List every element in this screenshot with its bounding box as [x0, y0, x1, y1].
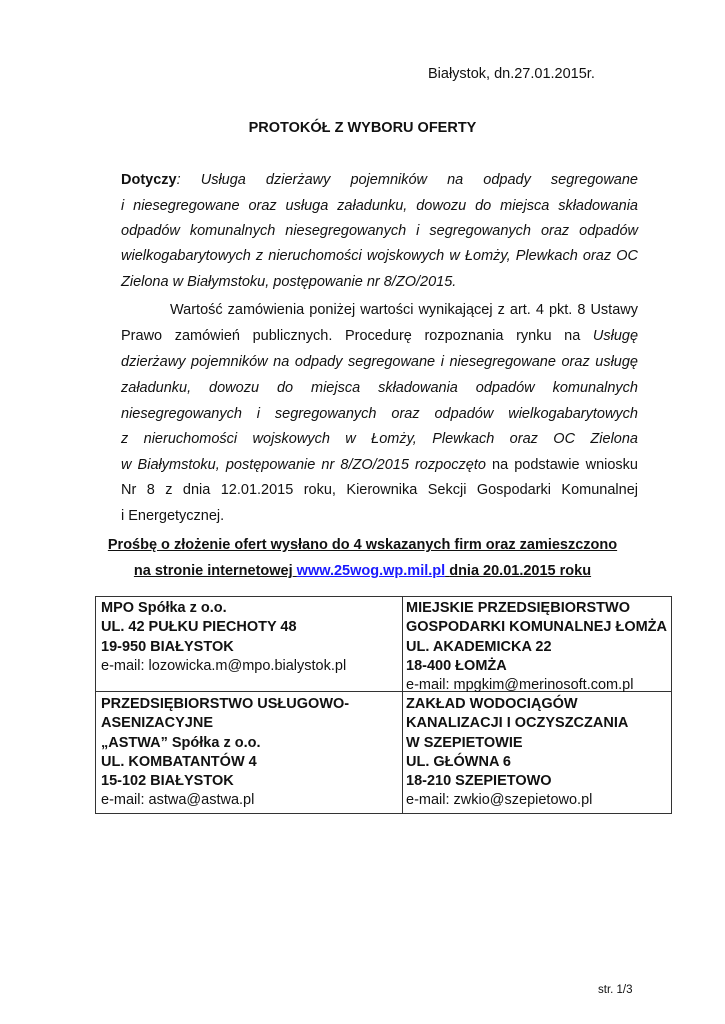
dotyczy-line-2: i niesegregowane oraz usługa załadunku, dowozu do miejsca składowania — [121, 198, 638, 214]
notice-line-1: Prośbę o złożenie ofert wysłano do 4 wskazanych firm oraz zamieszczono — [107, 537, 618, 553]
firms-table — [95, 596, 672, 814]
firm-cell-mpgk: MIEJSKIE PRZEDSIĘBIORSTWO GOSPODARKI KOMUNALNEJ ŁOMŻA UL. AKADEMICKA 22 18-400 ŁOMŻA e-mail: mpgkim@merinosoft.com.pl — [406, 599, 667, 695]
notice-line-2: na stronie internetowej www.25wog.wp.mil.pl dnia 20.01.2015 roku — [133, 563, 592, 579]
firm-cell-astwa: PRZEDSIĘBIORSTWO USŁUGOWO- ASENIZACYJNE „ASTWA” Spółka z o.o. UL. KOMBATANTÓW 4 15-102 BIAŁYSTOK e-mail: astwa@astwa.pl — [101, 695, 349, 811]
table-divider-vertical — [402, 597, 403, 813]
body-line-1: Wartość zamówienia poniżej wartości wynikającej z art. 4 pkt. 8 Ustawy — [170, 302, 638, 318]
website-link[interactable]: www.25wog.wp.mil.pl — [296, 563, 446, 579]
firm-cell-mpo: MPO Spółka z o.o. UL. 42 PUŁKU PIECHOTY 48 19-950 BIAŁYSTOK e-mail: lozowicka.m@mpo.bialystok.pl — [101, 599, 346, 676]
dotyczy-line-1: Dotyczy: Usługa dzierżawy pojemników na odpady segregowane — [121, 172, 638, 188]
body-line-5: niesegregowanych i segregowanych oraz odpadów wielkogabarytowych — [121, 406, 638, 422]
body-line-3: dzierżawy pojemników na odpady segregowane i niesegregowane oraz usługę — [121, 354, 638, 370]
firm-cell-zwkio: ZAKŁAD WODOCIĄGÓW KANALIZACJI I OCZYSZCZANIA W SZEPIETOWIE UL. GŁÓWNA 6 18-210 SZEPIETOWO e-mail: zwkio@szepietowo.pl — [406, 695, 628, 811]
body-line-7: w Białymstoku, postępowanie nr 8/ZO/2015 rozpoczęto na podstawie wniosku — [121, 457, 638, 473]
place-date: Białystok, dn.27.01.2015r. — [428, 66, 595, 82]
dotyczy-line-4: wielkogabarytowych z nieruchomości wojskowych w Łomży, Plewkach oraz OC — [121, 248, 638, 264]
body-line-4: załadunku, dowozu do miejsca składowania odpadów komunalnych — [121, 380, 638, 396]
firm-email: e-mail: lozowicka.m@mpo.bialystok.pl — [101, 657, 347, 674]
dotyczy-line-3: odpadów komunalnych niesegregowanych i segregowanych oraz odpadów — [121, 223, 638, 239]
document-title: PROTOKÓŁ Z WYBORU OFERTY — [248, 120, 477, 136]
body-line-2: Prawo zamówień publicznych. Procedurę rozpoznania rynku na Usługę — [121, 328, 639, 344]
dotyczy-label: Dotyczy — [121, 172, 177, 188]
firm-email: e-mail: zwkio@szepietowo.pl — [406, 792, 593, 809]
body-line-8: Nr 8 z dnia 12.01.2015 roku, Kierownika Sekcji Gospodarki Komunalnej — [121, 482, 638, 498]
dotyczy-line-5: Zielona w Białymstoku, postępowanie nr 8/ZO/2015. — [121, 274, 457, 290]
page-number: str. 1/3 — [598, 984, 633, 996]
firm-email: e-mail: mpgkim@merinosoft.com.pl — [406, 677, 634, 694]
body-line-6: z nieruchomości wojskowych w Łomży, Plewkach oraz OC Zielona — [121, 431, 638, 447]
firm-email: e-mail: astwa@astwa.pl — [101, 792, 255, 809]
body-line-9: i Energetycznej. — [121, 508, 225, 524]
